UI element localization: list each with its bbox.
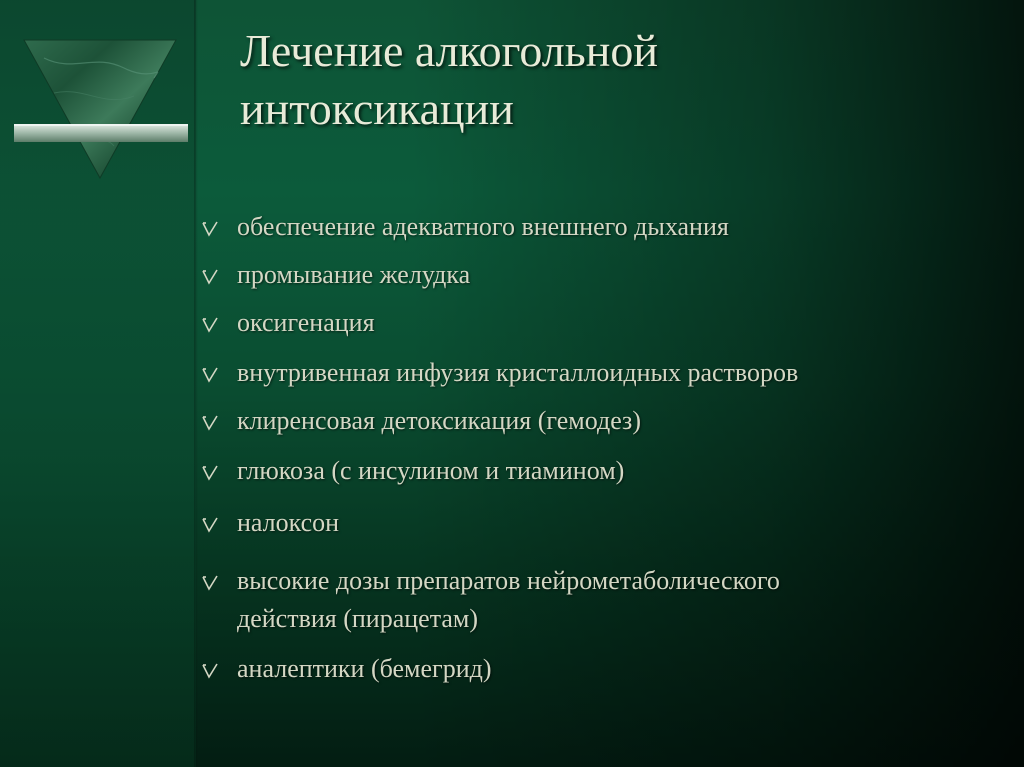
checkmark-icon [200,504,222,542]
checkmark-icon [200,304,222,342]
list-item [200,650,492,688]
checkmark-icon [200,354,222,392]
list-item [200,562,1017,638]
checkmark-icon [200,650,222,688]
list-item-text: внутривенная инфузия кристаллоидных растворов [237,358,799,387]
checkmark-icon [200,208,222,246]
list-item [200,208,729,246]
slide-title [240,22,940,138]
list-item [200,452,624,490]
checkmark-icon [200,402,222,440]
triangle-marble-icon [14,38,188,180]
list-item-text-line-1: высокие дозы препаратов нейрометаболического [237,566,780,595]
list-item-text: промывание желудка [237,260,471,289]
list-item-text: оксигенация [237,308,375,337]
checkmark-icon [200,256,222,294]
list-item [200,304,375,342]
list-item-text: обеспечение адекватного внешнего дыхания [237,212,729,241]
title-line-1: Лечение алкогольной [240,25,658,76]
list-item-text: налоксон [237,508,340,537]
checkmark-icon [200,562,222,600]
list-item-text: клиренсовая детоксикация (гемодез) [237,406,641,435]
list-item [200,256,470,294]
title-line-2: интоксикации [240,83,514,134]
list-item [200,402,641,440]
list-item-text: глюкоза (с инсулином и тиамином) [237,456,625,485]
checkmark-icon [200,452,222,490]
list-item-text-line-2: действия (пирацетам) [237,604,479,633]
list-item [200,504,339,542]
side-strip-edge [194,0,198,767]
list-item [200,354,798,392]
list-item-text: аналептики (бемегрид) [237,654,492,683]
